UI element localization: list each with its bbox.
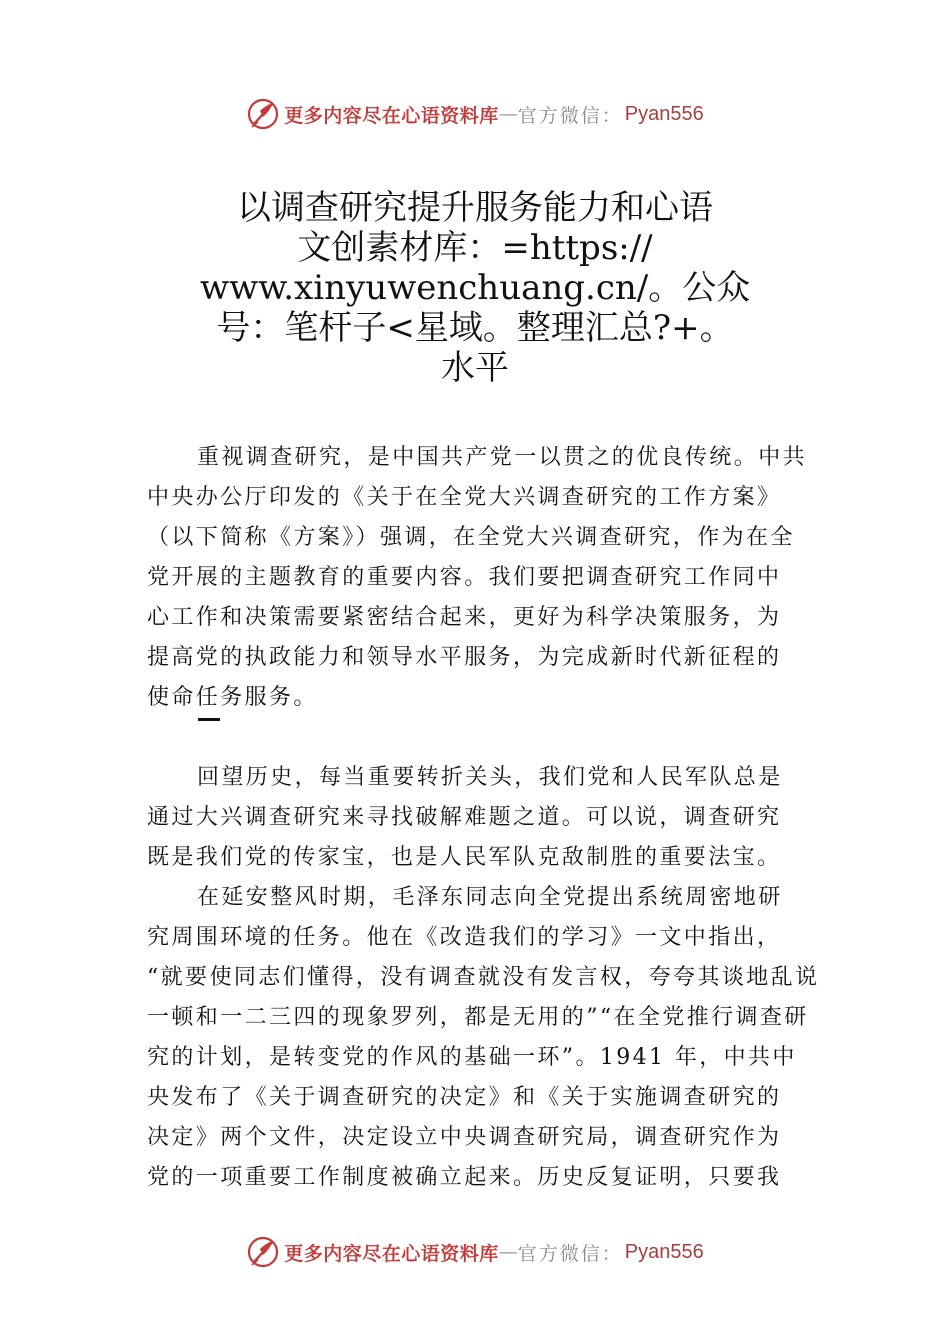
text-line: “就要使同志们懂得，没有调查就没有发言权，夸夸其谈地乱说 [147,965,820,990]
text-line: 心工作和决策需要紧密结合起来，更好为科学决策服务，为 [147,605,782,630]
text-line: 使命任务服务。 [147,685,318,710]
paragraph-history [147,758,837,1198]
text-line: 通过大兴调查研究来寻找破解难题之道。可以说，调查研究 [147,805,782,830]
title-line: 文创素材库：=https:// [297,228,653,268]
text-line: （以下简称《方案》）强调，在全党大兴调查研究，作为在全 [147,525,795,550]
banner-site-name: 更多内容尽在心语资料库 [284,1242,499,1265]
banner-dash: — [498,1241,518,1263]
quill-seal-icon [246,97,280,131]
banner-dash: — [498,103,518,125]
text-line: 究的计划，是转变党的作风的基础一环”。1941 年，中共中 [147,1045,797,1070]
text-line: 党开展的主题教育的重要内容。我们要把调查研究工作同中 [147,565,782,590]
text-line: 提高党的执政能力和领导水平服务，为完成新时代新征程的 [147,645,782,670]
banner-wechat-label: 官方微信： [517,1242,623,1265]
header-banner [0,94,950,134]
title-line: 以调查研究提升服务能力和心语 [237,188,713,228]
text-line: 究周围环境的任务。他在《改造我们的学习》一文中指出， [147,925,782,950]
document-title [200,188,750,388]
text-line: 党的一项重要工作制度被确立起来。历史反复证明，只要我 [147,1165,782,1190]
banner-site-name: 更多内容尽在心语资料库 [284,104,499,127]
title-line: 水平 [441,348,509,388]
text-line: 在延安整风时期，毛泽东同志向全党提出系统周密地研 [197,885,783,910]
banner-wechat-id: Pyan556 [624,102,704,125]
title-line: 号：笔杆子<星域。整理汇总?+。 [216,308,734,348]
title-line: www.xinyuwenchuang.cn/。公众 [200,268,751,308]
text-line: 中央办公厅印发的《关于在全党大兴调查研究的工作方案》 [147,485,782,510]
quill-seal-icon [246,1235,280,1269]
footer-banner [0,1232,950,1272]
text-line: 一顿和一二三四的现象罗列，都是无用的”“在全党推行调查研 [147,1005,809,1030]
text-line: 重视调查研究，是中国共产党一以贯之的优良传统。中共 [197,445,808,470]
section-heading-one [198,718,220,721]
text-line: 既是我们党的传家宝，也是人民军队克敌制胜的重要法宝。 [147,845,782,870]
banner-wechat-label: 官方微信： [517,104,623,127]
text-line: 央发布了《关于调查研究的决定》和《关于实施调查研究的 [147,1085,782,1110]
text-line: 回望历史，每当重要转折关头，我们党和人民军队总是 [197,765,783,790]
text-line: 决定》两个文件，决定设立中央调查研究局，调查研究作为 [147,1125,782,1150]
paragraph-intro [147,438,837,718]
banner-wechat-id: Pyan556 [624,1240,704,1263]
